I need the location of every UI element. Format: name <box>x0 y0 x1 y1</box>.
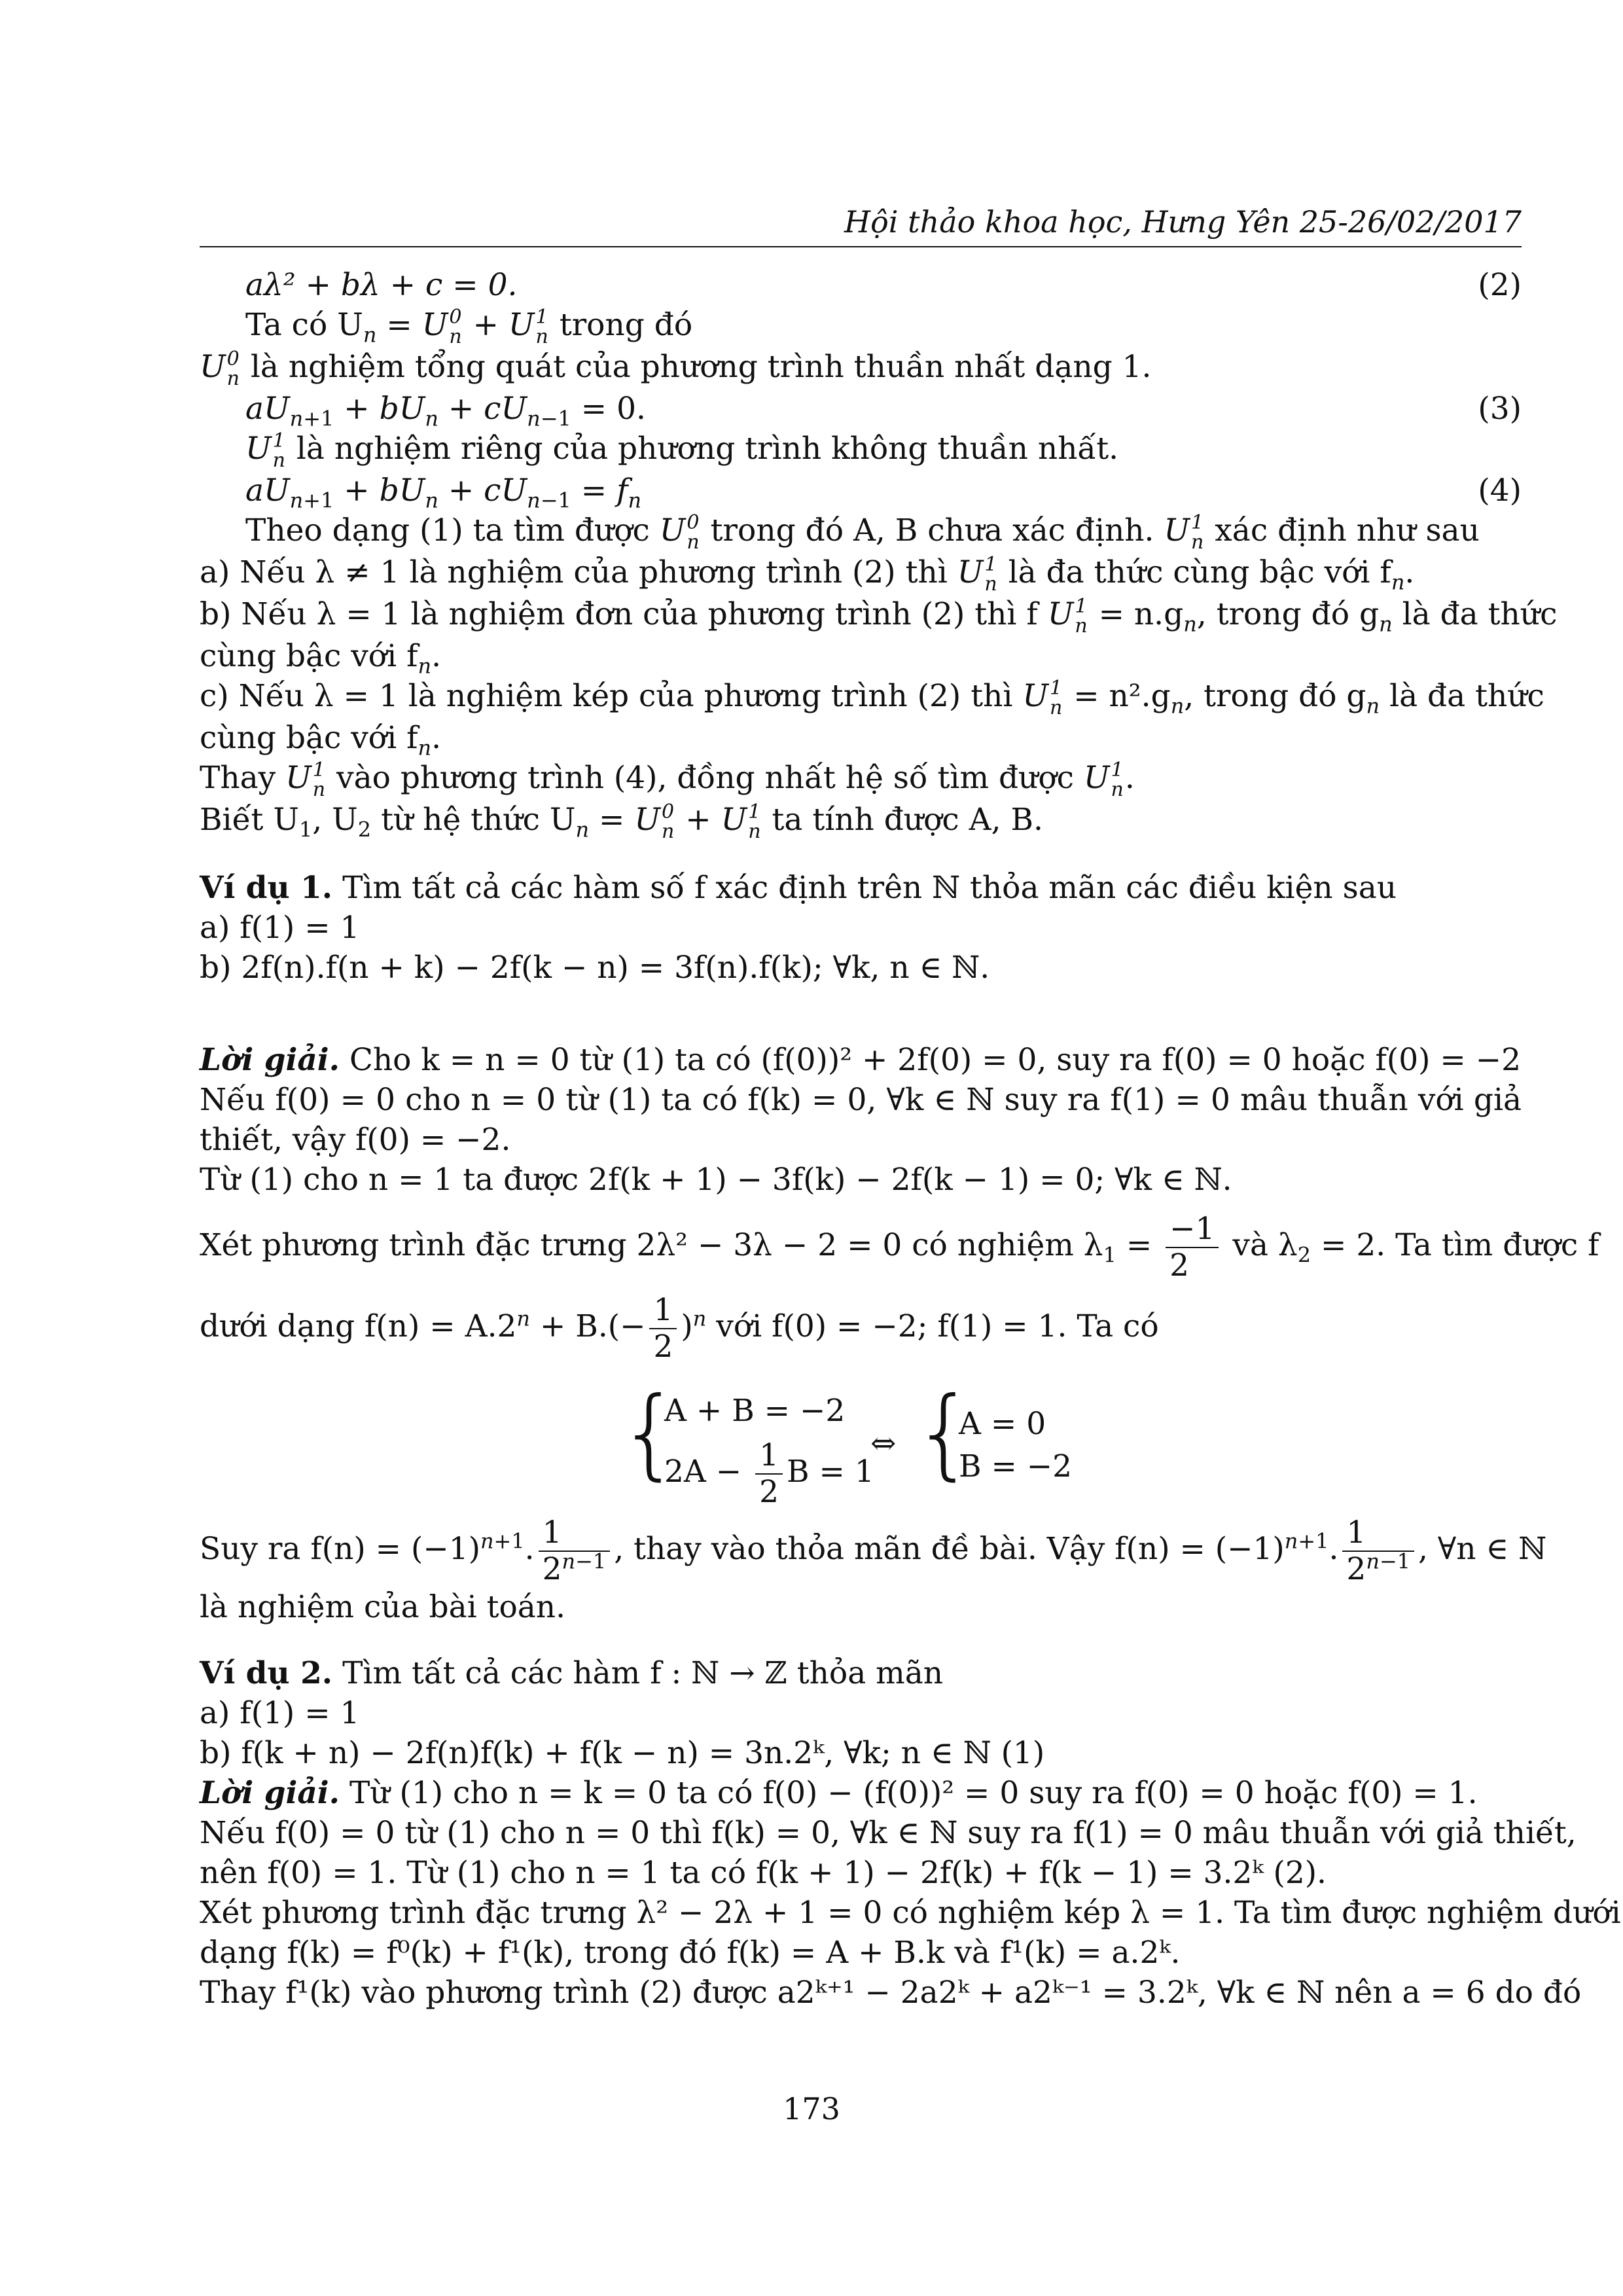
system-row-2: 2A − $\frac{1}{2}$ B = 1 <box>664 1437 874 1511</box>
solution-1-general-form: dưới dạng $f(n) = A.2^n + B.(-$ $\frac{1}{2}$ )$^n$ với f(0) = −2; f(1) = 1. Ta có <box>200 1292 1159 1365</box>
example-2-cond-b: b) f(k + n) − 2f(n)f(k) + f(k − n) = 3n.2ᵏ, ∀k; n ∈ ℕ (1) <box>200 1735 1045 1772</box>
iff-symbol: ⇔ <box>870 1426 897 1462</box>
equation-4: $aU_{n+1} + bU_n + cU_{n-1} = f_n$ (4) <box>200 471 1522 511</box>
line-substitute: Thay U 1 n vào phương trình (4), đồng nhất hệ số tìm được U 1 n . <box>200 759 1135 801</box>
eq2-text: aλ² + bλ + c = 0. <box>245 267 518 303</box>
equation-2 <box>200 265 1522 305</box>
header-rule <box>200 246 1522 247</box>
solution-2-line6: Thay f¹(k) vào phương trình (2) được a2ᵏ⁺¹ − 2a2ᵏ + a2ᵏ⁻¹ = 3.2ᵏ, ∀k ∈ ℕ nên a = 6 do đó <box>200 1975 1582 2011</box>
solution-2-line5: dạng f(k) = f⁰(k) + f¹(k), trong đó f(k) = A + B.k và f¹(k) = a.2ᵏ. <box>200 1935 1181 1971</box>
solution-2-label: Lời giải. <box>200 1775 340 1812</box>
solution-1-line3: thiết, vậy f(0) = −2. <box>200 1122 511 1158</box>
line-compute-ab: Biết $U_1$, $U_2$ từ hệ thức $U_n = U$ 0 n + U 1 n ta tính được A, B. <box>200 800 1043 843</box>
example-1-cond-a: a) f(1) = 1 <box>200 910 360 946</box>
fraction-minus-one-half: $\frac{-1}{2}$ <box>1166 1211 1219 1283</box>
eq4-tag: (4) <box>1478 473 1522 509</box>
solution-2-line3: nên f(0) = 1. Từ (1) cho n = 1 ta có f(k + 1) − 2f(k) + f(k − 1) = 3.2ᵏ (2). <box>200 1855 1327 1892</box>
line-un0-general: U 0 n là nghiệm tổng quát của phương trình thuần nhất dạng 1. <box>200 348 1152 390</box>
line-un1-particular: U 1 n là nghiệm riêng của phương trình không thuần nhất. <box>245 429 1119 472</box>
linear-system <box>200 1376 1522 1511</box>
solution-1-conclusion: là nghiệm của bài toán. <box>200 1589 566 1626</box>
case-b-line2: cùng bậc với $f_n$. <box>200 638 442 679</box>
solution-2-line4: Xét phương trình đặc trưng λ² − 2λ + 1 = 0 có nghiệm kép λ = 1. Ta tìm được nghiệm dưới <box>200 1895 1621 1931</box>
eq3-tag: (3) <box>1478 391 1522 427</box>
left-brace: { <box>618 1376 681 1491</box>
solution-2-line2: Nếu f(0) = 0 từ (1) cho n = 0 thì f(k) = 0, ∀k ∈ ℕ suy ra f(1) = 0 mâu thuẫn với giả thiết, <box>200 1815 1577 1852</box>
case-a: a) Nếu λ ≠ 1 là nghiệm của phương trình (2) thì U 1 n là đa thức cùng bậc với $f_n$. <box>200 553 1415 596</box>
solution-1-line1: Lời giải. Cho k = n = 0 từ (1) ta có (f(0))² + 2f(0) = 0, suy ra f(0) = 0 hoặc f(0) = −2 <box>200 1042 1521 1078</box>
example-2-label: Ví dụ 2. <box>200 1655 333 1692</box>
line-form-1: Theo dạng (1) ta tìm được U 0 n trong đó A, B chưa xác định. U 1 n xác định như sau <box>245 511 1480 554</box>
system-row-4: B = −2 <box>959 1448 1073 1485</box>
running-header: Hội thảo khoa học, Hưng Yên 25-26/02/2017 <box>844 204 1522 240</box>
page-body <box>200 265 1621 2013</box>
solution-1-line2: Nếu f(0) = 0 cho n = 0 từ (1) ta có f(k) = 0, ∀k ∈ ℕ suy ra f(1) = 0 mâu thuẫn với giả <box>200 1082 1522 1118</box>
solution-1-label: Lời giải. <box>200 1042 340 1078</box>
case-b-line1: b) Nếu λ = 1 là nghiệm đơn của phương trình (2) thì f U 1 n = $n.g_n$, trong đó $g_n$ là đa thức <box>200 595 1558 637</box>
system-row-1: A + B = −2 <box>664 1393 846 1429</box>
line-un-decomposition: Ta có $U_n = U$ 0 n + U 1 n trong đó <box>245 306 693 348</box>
system-row-3: A = 0 <box>959 1406 1046 1443</box>
example-2-statement: Ví dụ 2. Tìm tất cả các hàm f : ℕ → ℤ thỏa mãn <box>200 1655 944 1692</box>
solution-1-result: Suy ra $f(n) = (-1)^{n+1}$. $\frac{1}{2^{n-1}}$ , thay vào thỏa mãn đề bài. Vậy $f(n) = (-1)^{n+1}$. $\frac{1}{2^{n-1}}$ , ∀n ∈ ℕ <box>200 1515 1547 1588</box>
example-1-statement: Ví dụ 1. Tìm tất cả các hàm số f xác định trên ℕ thỏa mãn các điều kiện sau <box>200 870 1397 906</box>
page-number: 173 <box>783 2091 840 2126</box>
fraction-one-half: $\frac{1}{2}$ <box>649 1293 677 1365</box>
case-c-line1: c) Nếu λ = 1 là nghiệm kép của phương trình (2) thì U 1 n = $n^2.g_n$, trong đó $g_n$ là đa thức <box>200 677 1544 719</box>
solution-1-line4: Từ (1) cho n = 1 ta được 2f(k + 1) − 3f(k) − 2f(k − 1) = 0; ∀k ∈ ℕ. <box>200 1162 1232 1198</box>
example-1-cond-b: b) 2f(n).f(n + k) − 2f(k − n) = 3f(n).f(k); ∀k, n ∈ ℕ. <box>200 950 990 986</box>
right-brace: { <box>913 1376 976 1491</box>
example-2-cond-a: a) f(1) = 1 <box>200 1695 360 1732</box>
example-1-label: Ví dụ 1. <box>200 870 333 906</box>
solution-1-char-eq: Xét phương trình đặc trưng 2λ² − 3λ − 2 = 0 có nghiệm $\lambda_1$ = $\frac{-1}{2}$ và $\lambda_2 = 2$. Ta tìm được f <box>200 1211 1599 1284</box>
solution-2-line1: Lời giải. Từ (1) cho n = k = 0 ta có f(0) − (f(0))² = 0 suy ra f(0) = 0 hoặc f(0) = 1. <box>200 1775 1478 1812</box>
equation-3: $aU_{n+1} + bU_n + cU_{n-1} = 0$. (3) <box>200 389 1522 429</box>
case-c-line2: cùng bậc với $f_n$. <box>200 720 442 761</box>
eq2-tag: (2) <box>1478 267 1522 303</box>
